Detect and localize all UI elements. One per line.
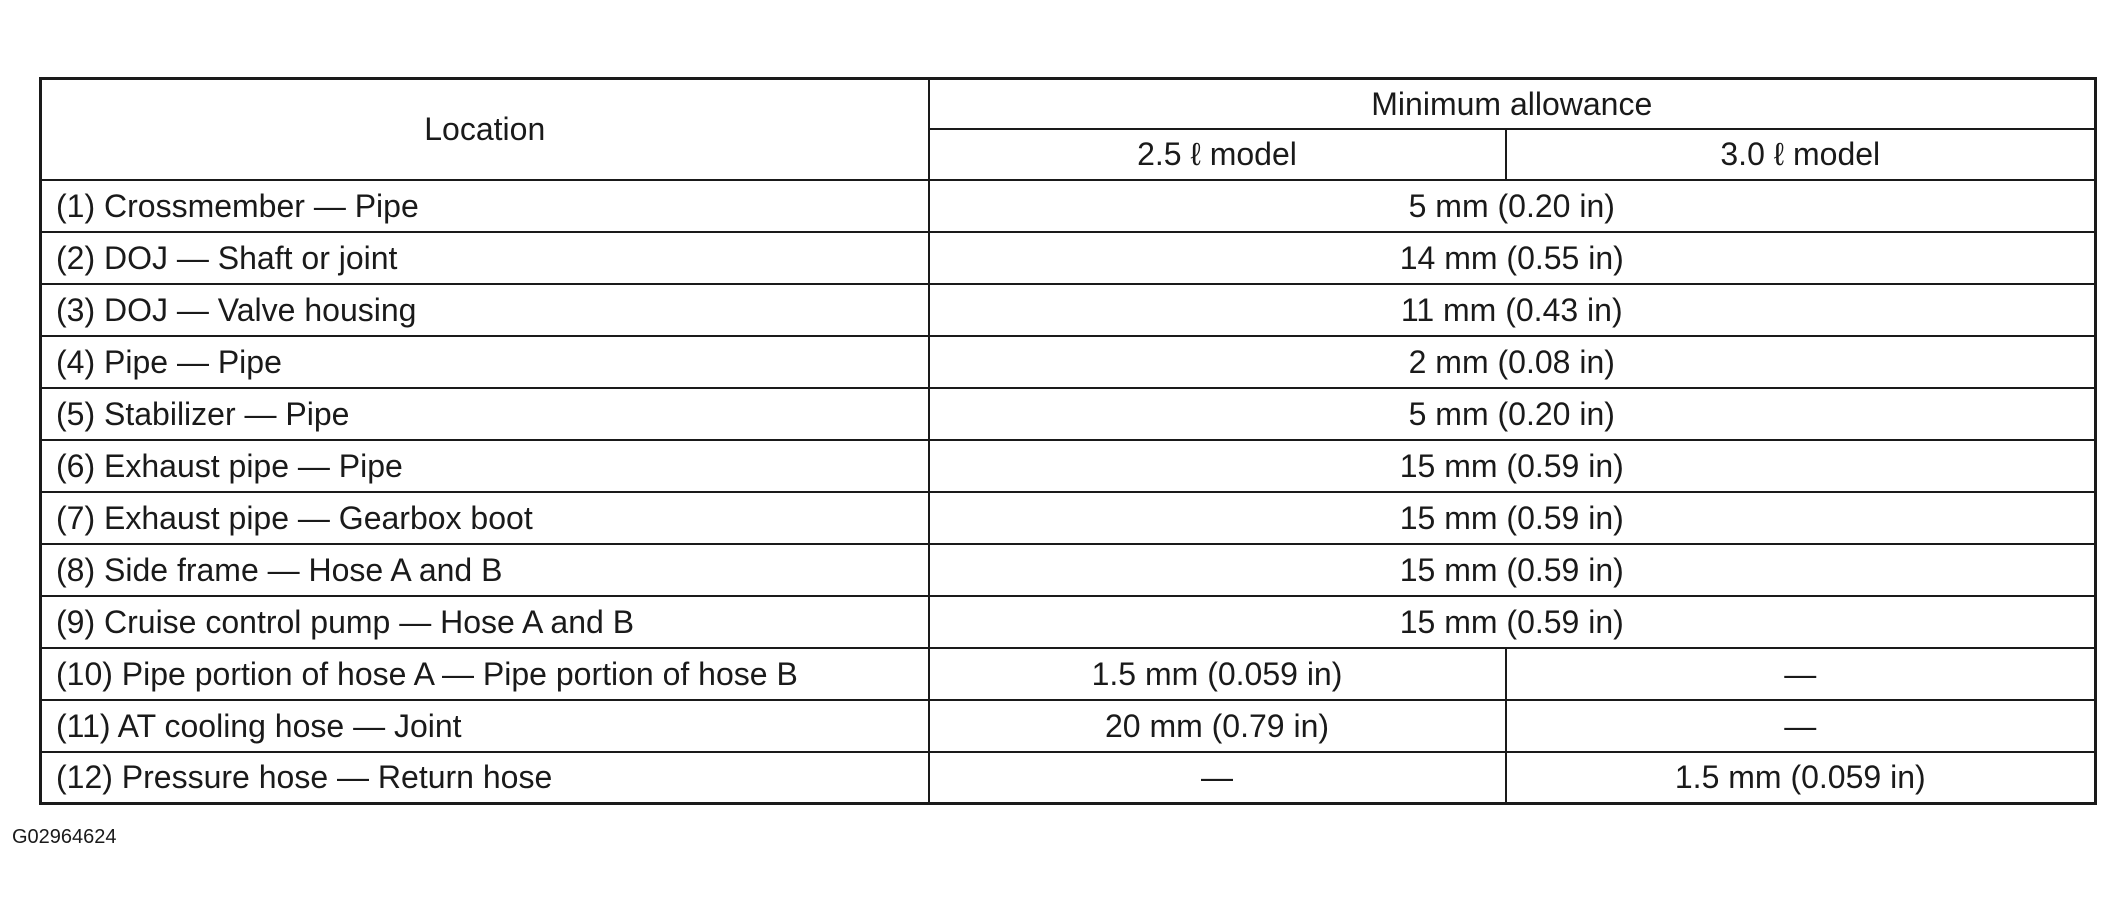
- location-cell: (7) Exhaust pipe — Gearbox boot: [41, 492, 929, 544]
- table-row: [41, 180, 2096, 232]
- location-cell: (9) Cruise control pump — Hose A and B: [41, 596, 929, 648]
- figure-code: G02964624: [12, 826, 117, 848]
- allowance-value: 15 mm (0.59 in): [929, 596, 2096, 648]
- location-cell: (11) AT cooling hose — Joint: [41, 700, 929, 752]
- minimum-allowance-header: Minimum allowance: [929, 79, 2096, 129]
- location-cell: (2) DOJ — Shaft or joint: [41, 232, 929, 284]
- table-row: [41, 752, 2096, 804]
- allowance-value-30: —: [1506, 700, 2096, 752]
- location-cell: (3) DOJ — Valve housing: [41, 284, 929, 336]
- table-row: [41, 596, 2096, 648]
- table-row: [41, 440, 2096, 492]
- allowance-value: 15 mm (0.59 in): [929, 492, 2096, 544]
- location-cell: (4) Pipe — Pipe: [41, 336, 929, 388]
- allowance-value: 5 mm (0.20 in): [929, 388, 2096, 440]
- allowance-value-30: —: [1506, 648, 2096, 700]
- table-row: [41, 232, 2096, 284]
- allowance-value: 14 mm (0.55 in): [929, 232, 2096, 284]
- table-row: [41, 648, 2096, 700]
- allowance-value-25: 20 mm (0.79 in): [929, 700, 1506, 752]
- table-row: [41, 388, 2096, 440]
- header-row-top: [41, 79, 2096, 129]
- model-30-header: 3.0 ℓ model: [1506, 129, 2096, 180]
- location-cell: (6) Exhaust pipe — Pipe: [41, 440, 929, 492]
- location-cell: (5) Stabilizer — Pipe: [41, 388, 929, 440]
- allowance-value: 15 mm (0.59 in): [929, 544, 2096, 596]
- location-cell: (12) Pressure hose — Return hose: [41, 752, 929, 804]
- allowance-value-25: 1.5 mm (0.059 in): [929, 648, 1506, 700]
- location-cell: (10) Pipe portion of hose A — Pipe portion of hose B: [41, 648, 929, 700]
- table-row: [41, 284, 2096, 336]
- table-row: [41, 492, 2096, 544]
- table-row: [41, 700, 2096, 752]
- allowance-value-25: —: [929, 752, 1506, 804]
- allowance-value: 5 mm (0.20 in): [929, 180, 2096, 232]
- location-cell: (1) Crossmember — Pipe: [41, 180, 929, 232]
- table-row: [41, 544, 2096, 596]
- allowance-value-30: 1.5 mm (0.059 in): [1506, 752, 2096, 804]
- location-cell: (8) Side frame — Hose A and B: [41, 544, 929, 596]
- table-row: [41, 336, 2096, 388]
- allowance-value: 2 mm (0.08 in): [929, 336, 2096, 388]
- clearance-spec-table: [39, 77, 2097, 805]
- location-header: Location: [41, 79, 929, 180]
- allowance-value: 11 mm (0.43 in): [929, 284, 2096, 336]
- allowance-value: 15 mm (0.59 in): [929, 440, 2096, 492]
- model-25-header: 2.5 ℓ model: [929, 129, 1506, 180]
